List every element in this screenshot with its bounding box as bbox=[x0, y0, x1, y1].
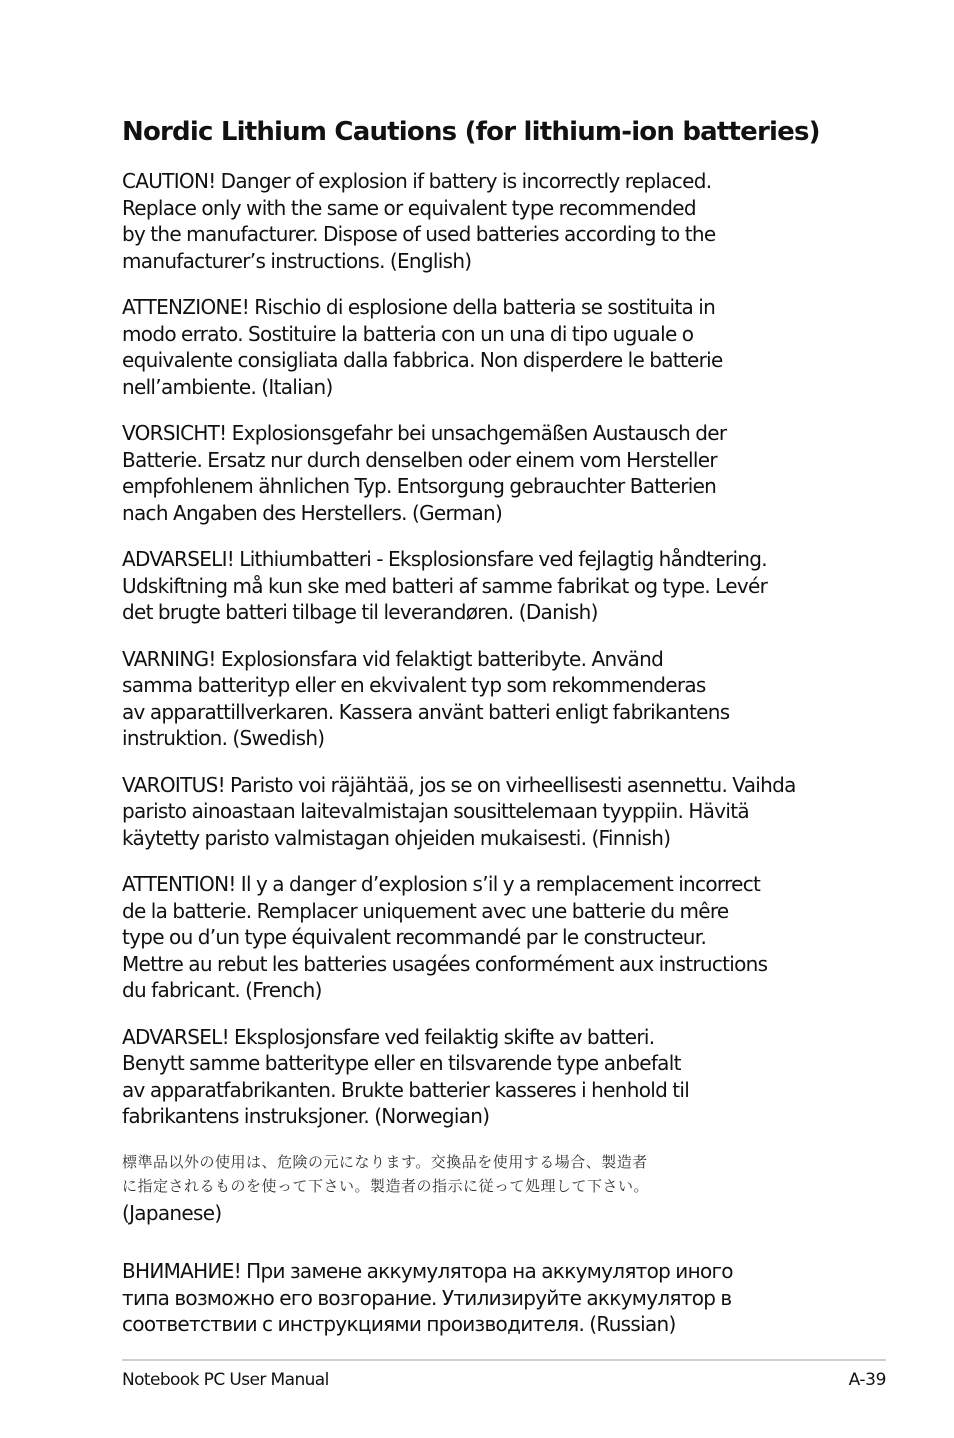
caution-finnish: VAROITUS! Paristo voi räjähtää, jos se on virheellisesti asennettu. Vaihda paristo ainoastaan laitevalmistajan sousittelemaan tyyppiin. Hävitä käytetty paristo valmistagan ohjeiden mukaisesti. (Finnish) bbox=[122, 772, 796, 850]
caution-danish: ADVARSELI! Lithiumbatteri - Eksplosionsfare ved fejlagtig håndtering. Udskiftning må kun ske med batteri af samme fabrikat og type. Levér det brugte batteri tilbage til leverandøren. (Danish) bbox=[122, 547, 768, 624]
footer-manual-title: Notebook PC User Manual bbox=[122, 1370, 329, 1390]
japanese-language-label: (Japanese) bbox=[122, 1200, 222, 1225]
caution-russian: ВНИМАНИЕ! При замене аккумулятора на аккумулятор иного типа возможно его возгорание. Утилизируйте аккумулятор в соответствии с инструкциями производителя. (Russian) bbox=[122, 1259, 733, 1336]
caution-english: CAUTION! Danger of explosion if battery is incorrectly replaced. Replace only with the same or equivalent type recommended by the manufacturer. Dispose of used batteries according to the manufacturer’s instructions. (English) bbox=[122, 169, 716, 273]
caution-norwegian: ADVARSEL! Eksplosjonsfare ved feilaktig skifte av batteri. Benytt samme batteritype eller en tilsvarende type anbefalt av apparatfabrikanten. Brukte batterier kasseres i henhold til fabrikantens instruksjoner. (Norwegian) bbox=[122, 1024, 690, 1128]
caution-german: VORSICHT! Explosionsgefahr bei unsachgemäßen Austausch der Batterie. Ersatz nur durch denselben oder einem vom Hersteller empfohlenem ähnlichen Typ. Entsorgung gebrauchter Batterien nach Angaben des Herstellers. (German) bbox=[122, 421, 727, 525]
caution-french: ATTENTION! Il y a danger d’explosion s’il y a remplacement incorrect de la batterie. Remplacer uniquement avec une batterie du mêre type ou d’un type équivalent recommandé par le constructeur. Mettre au rebut les batteries usagées conformément aux instructions du fabricant. (French) bbox=[122, 872, 768, 1002]
footer-divider bbox=[122, 1359, 886, 1361]
caution-swedish: VARNING! Explosionsfara vid felaktigt batteribyte. Använd samma batterityp eller en ekvivalent typ som rekommenderas av apparattillverkaren. Kassera använt batteri enligt fabrikantens instruktion. (Swedish) bbox=[122, 646, 730, 750]
japanese-caution-text: 標準品以外の使用は、危険の元になります。交換品を使用する場合、製造者 に指定されるものを使って下さい。製造者の指示に従って処理して下さい。 bbox=[122, 1152, 650, 1195]
footer-page-number: A-39 bbox=[848, 1370, 886, 1390]
caution-japanese bbox=[122, 1150, 862, 1227]
page-title: Nordic Lithium Cautions (for lithium-ion batteries) bbox=[122, 117, 820, 147]
section-spacer bbox=[122, 1246, 862, 1258]
caution-italian: ATTENZIONE! Rischio di esplosione della batteria se sostituita in modo errato. Sostituire la batteria con un una di tipo uguale o equivalente consigliata dalla fabbrica. Non disperdere le batterie nell’ambiente. (Italian) bbox=[122, 295, 723, 399]
cautions-content bbox=[122, 168, 862, 1358]
